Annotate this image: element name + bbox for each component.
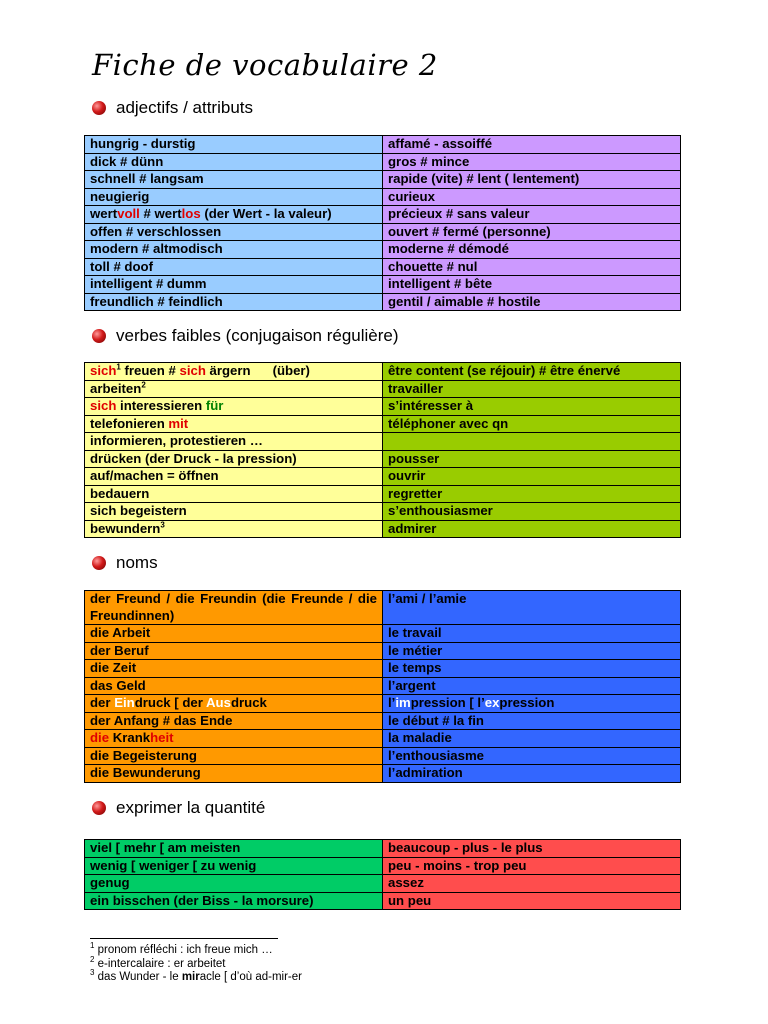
section-heading-label: adjectifs / attributs (116, 98, 254, 117)
french-cell: l’ami / l’amie (383, 591, 681, 625)
vocab-table-nouns (84, 590, 681, 783)
german-cell: offen # verschlossen (85, 223, 383, 241)
prefix-highlight: Aus (206, 695, 231, 710)
reflexive-highlight: sich (90, 363, 117, 378)
text-part: Krank (109, 730, 151, 745)
suffix-highlight: los (181, 206, 201, 221)
french-cell (383, 695, 681, 713)
footnote-ref: 2 (141, 380, 146, 390)
german-cell: genug (85, 875, 383, 893)
text-part: l’ (388, 695, 396, 710)
table-row (85, 258, 681, 276)
table-row (85, 730, 681, 748)
german-cell: intelligent # dumm (85, 276, 383, 294)
prefix-highlight: Ein (114, 695, 135, 710)
german-cell (85, 730, 383, 748)
text-part: pression [ l’ (410, 695, 485, 710)
german-cell (85, 695, 383, 713)
table-row (85, 153, 681, 171)
table-row (85, 433, 681, 451)
german-cell: die Bewunderung (85, 765, 383, 783)
section-heading-adjectives (92, 98, 253, 118)
french-cell: beaucoup - plus - le plus (383, 840, 681, 858)
french-cell: regretter (383, 485, 681, 503)
french-cell: pousser (383, 450, 681, 468)
german-cell: schnell # langsam (85, 171, 383, 189)
suffix-highlight: heit (150, 730, 174, 745)
french-cell: ouvert # fermé (personne) (383, 223, 681, 241)
table-row (85, 398, 681, 416)
section-heading-weak-verbs (92, 326, 399, 346)
french-cell: travailler (383, 380, 681, 398)
footnote-emphasis: mir (181, 971, 200, 983)
french-cell: gros # mince (383, 153, 681, 171)
text-part: der (90, 695, 115, 710)
table-row (85, 712, 681, 730)
text-part: wert (90, 206, 118, 221)
section-heading-label: exprimer la quantité (116, 798, 266, 817)
french-cell: moderne # démodé (383, 241, 681, 259)
german-cell: das Geld (85, 677, 383, 695)
german-cell: neugierig (85, 188, 383, 206)
table-row (85, 468, 681, 486)
german-cell: wenig [ weniger [ zu wenig (85, 857, 383, 875)
footnote-number: 3 (90, 968, 95, 978)
german-cell (85, 520, 383, 538)
table-row (85, 625, 681, 643)
red-bullet-icon (92, 556, 106, 570)
french-cell: être content (se réjouir) # être énervé (383, 363, 681, 381)
french-cell: s’intéresser à (383, 398, 681, 416)
german-cell (85, 398, 383, 416)
german-cell: modern # altmodisch (85, 241, 383, 259)
german-cell (85, 380, 383, 398)
vocab-table-verbs (84, 362, 681, 538)
table-row (85, 206, 681, 224)
french-cell (383, 433, 681, 451)
german-cell: drücken (der Druck - la pression) (85, 450, 383, 468)
french-cell: chouette # nul (383, 258, 681, 276)
suffix-highlight: voll (117, 206, 140, 221)
article-highlight: die (90, 730, 110, 745)
footnote-3 (90, 968, 302, 985)
french-cell: l’admiration (383, 765, 681, 783)
text-part: interessieren (116, 398, 206, 413)
footnote-1 (90, 941, 302, 958)
table-row (85, 840, 681, 858)
german-cell: dick # dünn (85, 153, 383, 171)
table-row (85, 660, 681, 678)
french-cell: curieux (383, 188, 681, 206)
table-row (85, 642, 681, 660)
vocab-table-adjectives (84, 135, 681, 311)
table-row (85, 695, 681, 713)
text-part: druck (230, 695, 267, 710)
french-cell: assez (383, 875, 681, 893)
table-row (85, 415, 681, 433)
french-cell: précieux # sans valeur (383, 206, 681, 224)
text-part: ärgern (über) (205, 363, 310, 378)
french-cell: rapide (vite) # lent ( lentement) (383, 171, 681, 189)
footnote-divider (90, 938, 278, 939)
french-cell: intelligent # bête (383, 276, 681, 294)
table-row (85, 591, 681, 625)
german-cell: die Arbeit (85, 625, 383, 643)
section-heading-label: verbes faibles (conjugaison régulière) (116, 326, 399, 345)
german-cell: informieren, protestieren … (85, 433, 383, 451)
footnote-ref: 1 (116, 362, 121, 372)
german-cell: bedauern (85, 485, 383, 503)
reflexive-highlight: sich (179, 363, 206, 378)
german-cell: die Zeit (85, 660, 383, 678)
table-row (85, 747, 681, 765)
prefix-highlight: ex (484, 695, 500, 710)
section-heading-quantity (92, 798, 265, 818)
table-row (85, 765, 681, 783)
table-row (85, 875, 681, 893)
text-part: # wert (139, 206, 182, 221)
french-cell: téléphoner avec qn (383, 415, 681, 433)
text-part: freuen # (120, 363, 180, 378)
section-heading-label: noms (116, 553, 158, 572)
german-cell: hungrig - durstig (85, 136, 383, 154)
french-cell: le temps (383, 660, 681, 678)
table-row (85, 223, 681, 241)
table-row (85, 520, 681, 538)
german-cell: sich begeistern (85, 503, 383, 521)
reflexive-highlight: sich (90, 398, 117, 413)
german-cell (85, 363, 383, 381)
french-cell: peu - moins - trop peu (383, 857, 681, 875)
german-cell: freundlich # feindlich (85, 293, 383, 311)
german-cell: der Freund / die Freundin (die Freunde / die Freundinnen) (85, 591, 383, 625)
table-row (85, 503, 681, 521)
french-cell: le métier (383, 642, 681, 660)
german-cell: ein bisschen (der Biss - la morsure) (85, 892, 383, 910)
footnote-text: e-intercalaire : er arbeitet (94, 957, 226, 970)
french-cell: affamé - assoiffé (383, 136, 681, 154)
text-part: druck [ der (134, 695, 207, 710)
french-cell: un peu (383, 892, 681, 910)
text-part: pression (499, 695, 555, 710)
text-part: (der Wert - la valeur) (200, 206, 332, 221)
table-row (85, 293, 681, 311)
table-row (85, 892, 681, 910)
red-bullet-icon (92, 101, 106, 115)
german-cell: der Beruf (85, 642, 383, 660)
table-row (85, 136, 681, 154)
footnote-text: pronom réfléchi : ich freue mich … (94, 944, 273, 956)
footnote-number: 2 (90, 954, 95, 964)
table-row (85, 450, 681, 468)
preposition-highlight: mit (168, 415, 189, 431)
table-row (85, 171, 681, 189)
table-row (85, 188, 681, 206)
table-row (85, 241, 681, 259)
prefix-highlight: im (395, 695, 411, 710)
table-row (85, 857, 681, 875)
french-cell: ouvrir (383, 468, 681, 486)
section-heading-nouns (92, 553, 158, 573)
red-bullet-icon (92, 801, 106, 815)
table-row (85, 276, 681, 294)
preposition-highlight: für (205, 398, 224, 413)
footnote-text: acle [ d’où ad-mir-er (199, 971, 302, 983)
german-cell: auf/machen = öffnen (85, 468, 383, 486)
page-title: Fiche de vocabulaire 2 (92, 48, 438, 82)
vocab-table-quantity (84, 839, 681, 910)
german-cell (85, 206, 383, 224)
french-cell: s’enthousiasmer (383, 503, 681, 521)
text-part: bewundern (90, 520, 161, 536)
french-cell: l’argent (383, 677, 681, 695)
german-cell: toll # doof (85, 258, 383, 276)
table-row (85, 677, 681, 695)
table-row (85, 363, 681, 381)
footnote-text: das Wunder - le (94, 971, 182, 983)
french-cell: le travail (383, 625, 681, 643)
red-bullet-icon (92, 329, 106, 343)
footnotes (90, 938, 302, 985)
text-part: arbeiten (90, 380, 142, 396)
german-cell: der Anfang # das Ende (85, 712, 383, 730)
french-cell: gentil / aimable # hostile (383, 293, 681, 311)
table-row (85, 380, 681, 398)
text-part: telefonieren (90, 415, 169, 431)
french-cell: la maladie (383, 730, 681, 748)
german-cell: viel [ mehr [ am meisten (85, 840, 383, 858)
french-cell: l’enthousiasme (383, 747, 681, 765)
french-cell: le début # la fin (383, 712, 681, 730)
german-cell: die Begeisterung (85, 747, 383, 765)
footnote-2 (90, 954, 302, 972)
german-cell (85, 415, 383, 433)
table-row (85, 485, 681, 503)
french-cell: admirer (383, 520, 681, 538)
footnote-number: 1 (90, 941, 95, 951)
footnote-ref: 3 (160, 520, 165, 530)
